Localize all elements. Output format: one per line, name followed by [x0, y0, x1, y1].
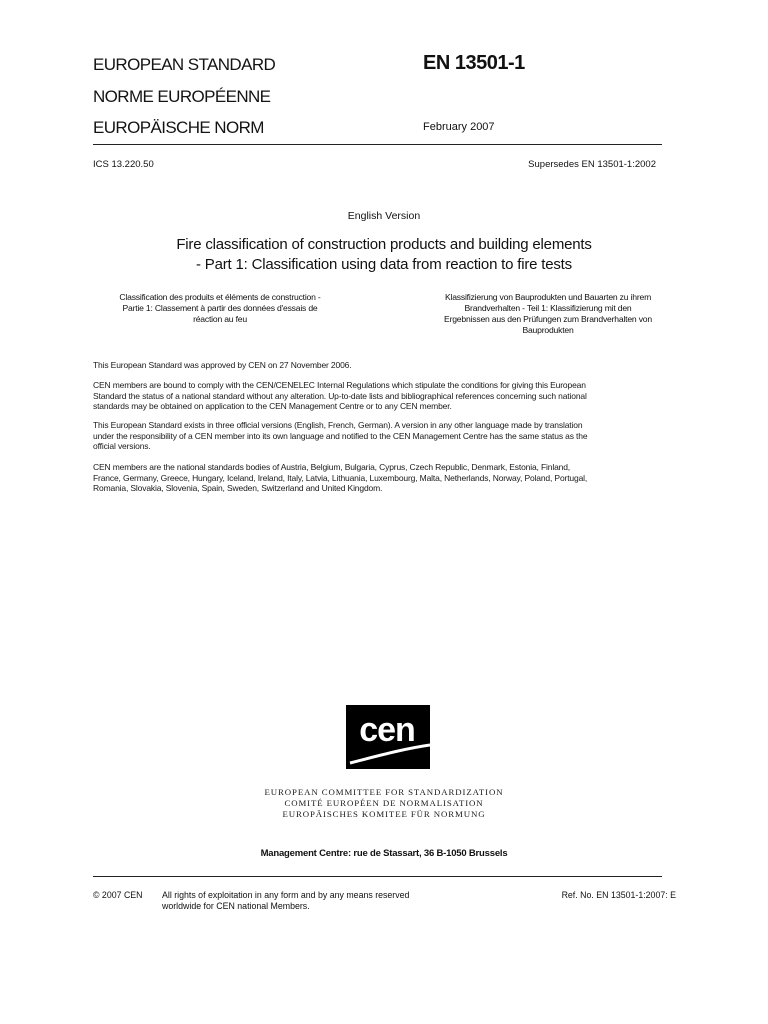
rights-notice: [162, 890, 452, 911]
german-title: [418, 292, 678, 336]
rights-line: All rights of exploitation in any form and by any means reserved: [162, 890, 410, 900]
committee-name-en: EUROPEAN COMMITTEE FOR STANDARDIZATION: [264, 787, 504, 797]
standard-title-de: EUROPÄISCHE NORM: [93, 118, 264, 137]
footer-rule: [93, 876, 662, 877]
french-title-line: Partie 1: Classement à partir des données d'essais de: [122, 303, 318, 313]
committee-name-fr: COMITÉ EUROPÉEN DE NORMALISATION: [284, 798, 484, 808]
paragraph-line: This European Standard exists in three official versions (English, French, German). A version in any other language made by translation: [93, 420, 583, 430]
french-title-line: réaction au feu: [193, 314, 247, 324]
committee-name-de: EUROPÄISCHES KOMITEE FÜR NORMUNG: [282, 809, 486, 819]
cen-logo: [346, 705, 430, 769]
standard-number: EN 13501-1: [423, 52, 525, 74]
paragraph-line: Romania, Slovakia, Slovenia, Spain, Sweden, Switzerland and United Kingdom.: [93, 483, 383, 493]
german-title-line: Klassifizierung von Bauprodukten und Bauarten zu ihrem: [444, 292, 652, 302]
copyright-notice: © 2007 CEN: [93, 890, 143, 900]
german-title-line: Ergebnissen aus den Prüfungen zum Brandverhalten von: [444, 314, 652, 324]
rights-line: worldwide for CEN national Members.: [162, 900, 310, 911]
paragraph-line: official versions.: [93, 441, 151, 451]
paragraph-line: Standard the status of a national standard without any alteration. Up-to-date lists and bibliographical references concerning such national: [93, 390, 587, 401]
german-title-line: Brandverhalten - Teil 1: Klassifizierung mit den: [464, 303, 632, 313]
approval-paragraph: This European Standard was approved by CEN on 27 November 2006.: [93, 360, 352, 370]
french-title: [95, 292, 345, 325]
standard-title-fr: NORME EUROPÉENNE: [93, 87, 271, 106]
versions-paragraph: [93, 420, 673, 452]
paragraph-line: CEN members are bound to comply with the CEN/CENELEC Internal Regulations which stipulate the conditions for giving this European: [93, 380, 586, 390]
reference-number: Ref. No. EN 13501-1:2007: E: [561, 890, 676, 900]
compliance-paragraph: [93, 380, 673, 412]
paragraph-line: France, Germany, Greece, Hungary, Iceland, Ireland, Italy, Latvia, Lithuania, Luxembourg, Malta, Netherlands, Norway, Poland, Portugal,: [93, 472, 588, 483]
paragraph-line: under the responsibility of a CEN member into its own language and notified to the CEN Management Centre has the same status as the: [93, 430, 588, 441]
publication-date: February 2007: [423, 121, 495, 133]
main-title-line-1: Fire classification of construction products and building elements: [176, 236, 592, 253]
header-rule: [93, 144, 662, 145]
management-centre-address: Management Centre: rue de Stassart, 36 B-1050 Brussels: [260, 848, 508, 859]
ics-code: ICS 13.220.50: [93, 159, 154, 170]
paragraph-line: standards may be obtained on application to the CEN Management Centre or to any CEN member.: [93, 401, 452, 411]
german-title-line: Bauprodukten: [522, 325, 574, 335]
language-version: English Version: [347, 210, 421, 222]
main-title-line-2: - Part 1: Classification using data from reaction to fire tests: [196, 256, 572, 273]
standard-title-en: EUROPEAN STANDARD: [93, 55, 276, 74]
members-paragraph: [93, 462, 673, 494]
svg-text:cen: cen: [359, 711, 415, 749]
paragraph-line: CEN members are the national standards bodies of Austria, Belgium, Bulgaria, Cyprus, Czech Republic, Denmark, Estonia, Finland,: [93, 462, 571, 472]
french-title-line: Classification des produits et éléments de construction -: [119, 292, 321, 302]
supersedes-note: Supersedes EN 13501-1:2002: [528, 159, 656, 170]
